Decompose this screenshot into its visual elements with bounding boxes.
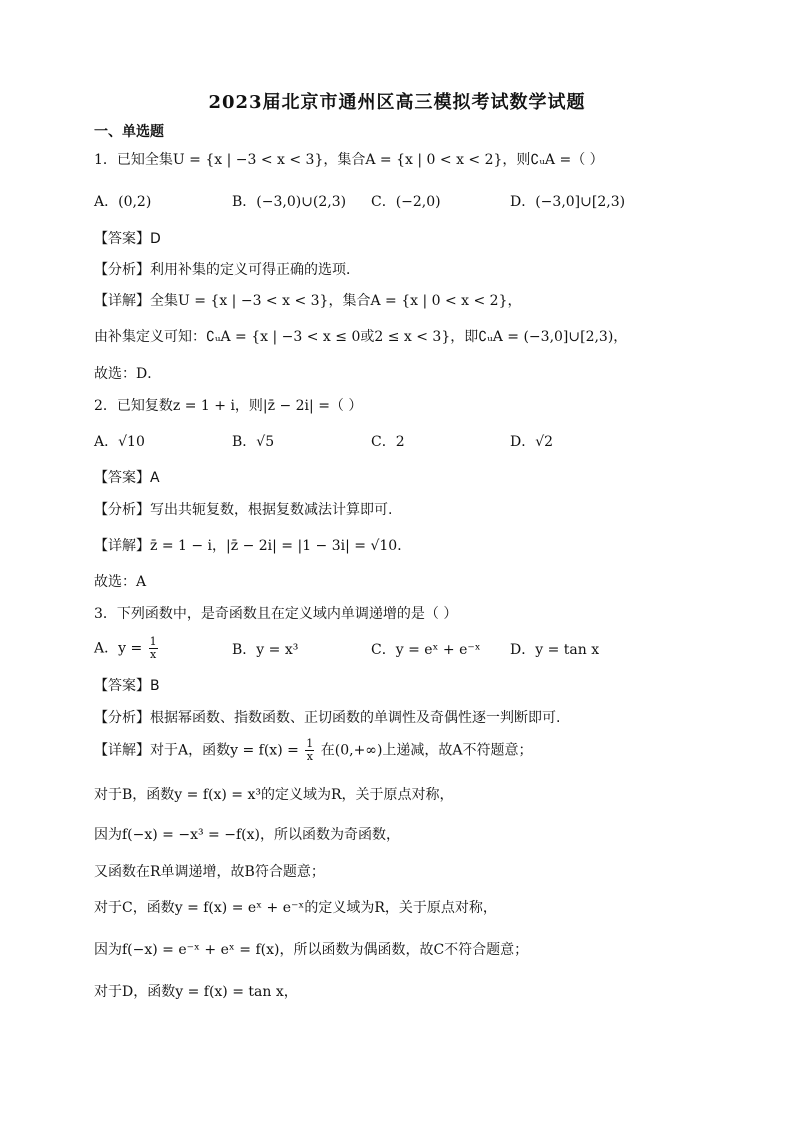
- q1-option-d: D．(−3,0]∪[2,3): [510, 194, 626, 210]
- q3-c-line-1: 对于C，函数y = f(x) = eˣ + e⁻ˣ的定义域为R，关于原点对称，: [94, 900, 497, 916]
- fraction-denominator: x: [150, 648, 157, 661]
- q3-answer: 【答案】B: [94, 678, 160, 694]
- q1-analysis: 【分析】利用补集的定义可得正确的选项．: [94, 262, 360, 278]
- q3-option-b: B．y = x³: [232, 642, 299, 658]
- fraction-numerator: 1: [306, 737, 314, 750]
- q3-detail: [94, 738, 533, 763]
- q2-detail: 【详解】z̄ = 1 − i，|z̄ − 2i| = |1 − 3i| = √10．: [94, 538, 412, 554]
- q1-choose: 故选：D．: [94, 366, 162, 382]
- q1-option-c: C．(−2,0): [371, 194, 441, 210]
- q2-analysis: 【分析】写出共轭复数，根据复数减法计算即可.: [94, 502, 393, 518]
- q3-d-line-1: 对于D，函数y = f(x) = tan x，: [94, 984, 298, 1000]
- q1-detail: 【详解】全集U = {x | −3 < x < 3}，集合A = {x | 0 < x < 2}，: [94, 293, 522, 309]
- q2-option-c: C．2: [371, 434, 405, 450]
- q3-b-line-2: 因为f(−x) = −x³ = −f(x)，所以函数为奇函数，: [94, 827, 400, 843]
- q3-c-line-2: 因为f(−x) = e⁻ˣ + eˣ = f(x)，所以函数为偶函数，故C不符合题意；: [94, 942, 529, 958]
- page-title: 2023届北京市通州区高三模拟考试数学试题: [208, 92, 586, 113]
- q3-option-a-label: A．y =: [94, 640, 143, 657]
- q3-b-line-3: 又函数在R单调递增，故B符合题意；: [94, 864, 325, 880]
- q3-stem: 3．下列函数中，是奇函数且在定义域内单调递增的是（ ）: [94, 606, 458, 622]
- q3-option-d: D．y = tan x: [510, 642, 600, 658]
- q2-option-d: D．√2: [510, 434, 554, 450]
- q2-answer: 【答案】A: [94, 470, 160, 486]
- q3-option-c: C．y = eˣ + e⁻ˣ: [371, 642, 481, 658]
- q1-option-b: B．(−3,0)∪(2,3): [232, 194, 347, 210]
- fraction-denominator: x: [306, 750, 313, 763]
- q2-option-a: A．√10: [94, 434, 145, 450]
- q3-analysis: 【分析】根据幂函数、指数函数、正切函数的单调性及奇偶性逐一判断即可.: [94, 710, 561, 726]
- q3-b-line-1: 对于B，函数y = f(x) = x³的定义域为R，关于原点对称，: [94, 787, 454, 803]
- q2-option-b: B．√5: [232, 434, 275, 450]
- q1-stem: 1．已知全集U = {x | −3 < x < 3}，集合A = {x | 0 < x < 2}，则∁ᵤA =（ ）: [94, 152, 604, 168]
- q3-detail-prefix: 【详解】对于A，函数y = f(x) =: [94, 742, 299, 759]
- fraction-numerator: 1: [149, 635, 157, 648]
- q1-answer: 【答案】D: [94, 231, 161, 247]
- q3-option-a-fraction: [149, 636, 158, 661]
- q3-option-a: [94, 636, 160, 661]
- q3-detail-fraction: [305, 738, 314, 763]
- q2-choose: 故选：A: [94, 574, 147, 590]
- section-heading: 一、单选题: [94, 124, 164, 140]
- q2-stem: 2．已知复数z = 1 + i，则|z̄ − 2i| =（ ）: [94, 398, 363, 414]
- q3-detail-suffix: 在(0,+∞)上递减，故A不符题意；: [320, 742, 533, 759]
- q1-detail-2: 由补集定义可知：∁ᵤA = {x | −3 < x ≤ 0或2 ≤ x < 3}，即∁ᵤA = (−3,0]∪[2,3)，: [94, 329, 628, 345]
- q1-option-a: A．(0,2): [94, 194, 152, 210]
